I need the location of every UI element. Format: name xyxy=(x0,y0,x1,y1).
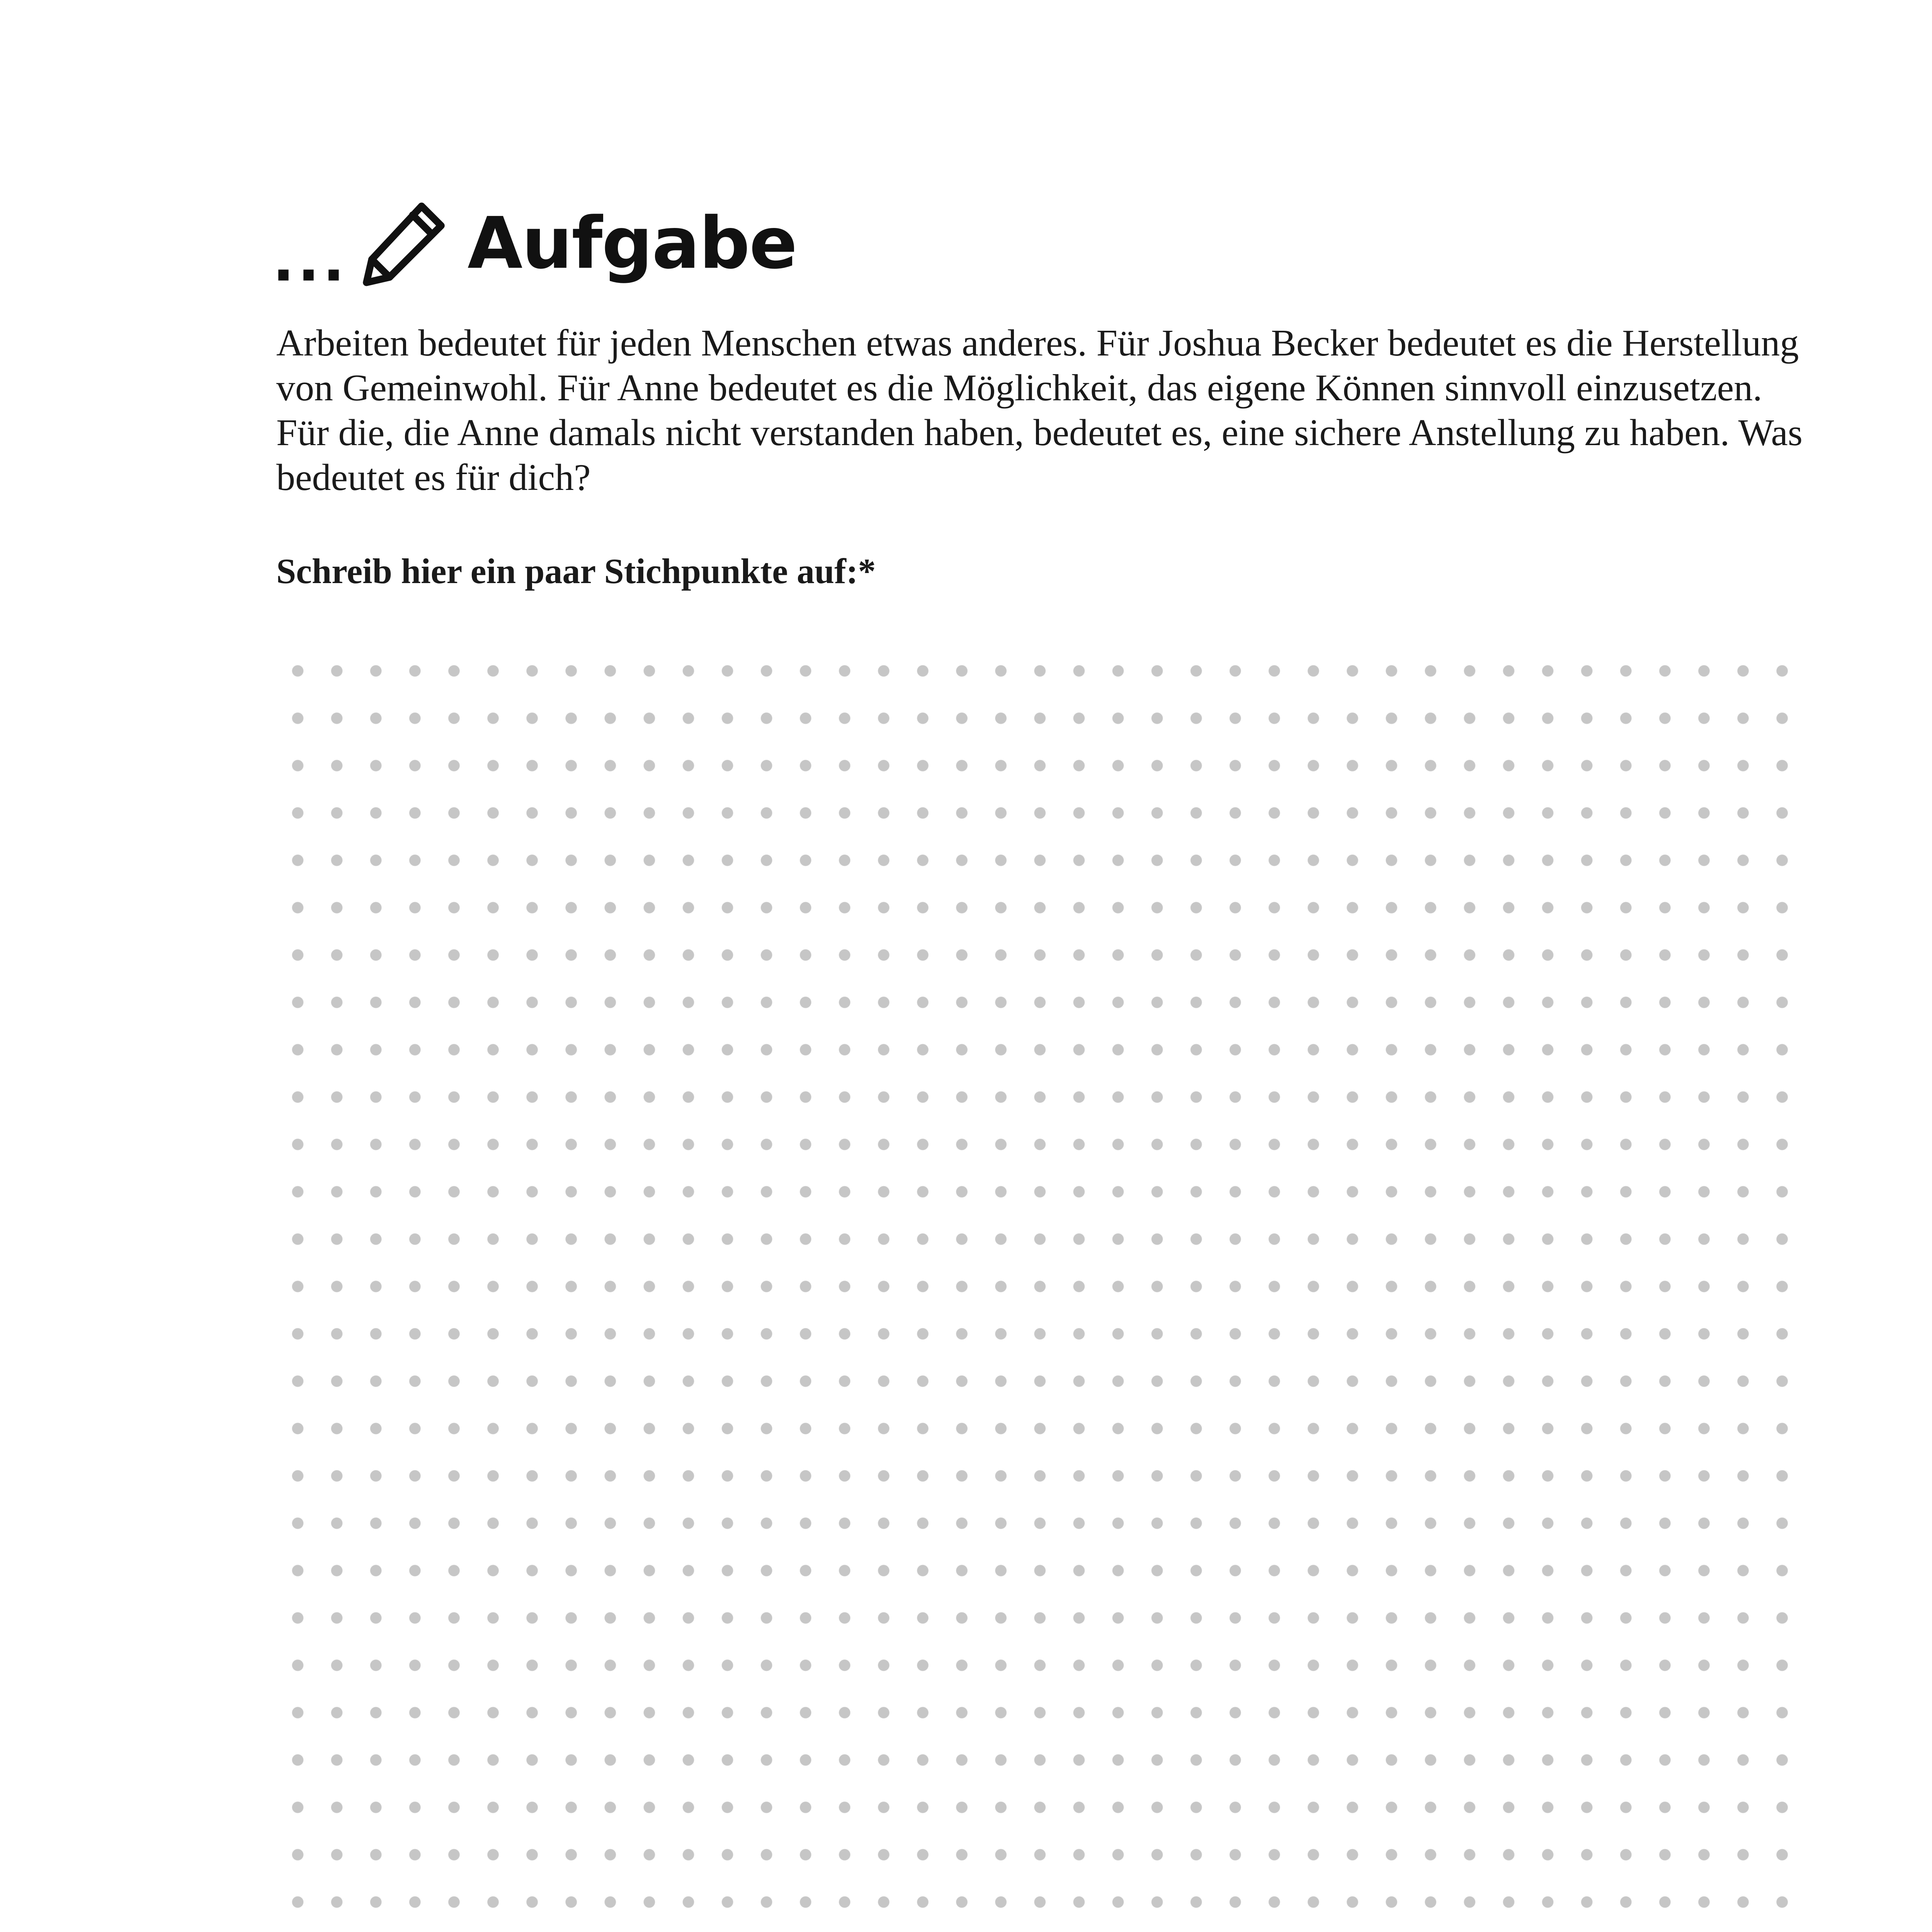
pencil-icon xyxy=(359,199,448,288)
dot-grid-writing-area[interactable] xyxy=(278,647,1791,1932)
page-title: Aufgabe xyxy=(467,202,797,285)
intro-paragraph: Arbeiten bedeutet für jeden Menschen etwas anderes. Für Joshua Becker bedeutet es die Herstellung von Gemeinwohl. Für Anne bedeutet es die Möglichkeit, das eigene Können sinnvoll einzusetzen. Für die, die Anne damals nicht verstanden haben, bedeutet es, eine sichere Anstellung zu haben. Was bedeutet es für dich? xyxy=(276,322,1803,498)
section-heading xyxy=(272,193,797,294)
writing-prompt: Schreib hier ein paar Stichpunkte auf:* xyxy=(276,551,876,591)
heading-ellipsis: ... xyxy=(272,227,348,294)
